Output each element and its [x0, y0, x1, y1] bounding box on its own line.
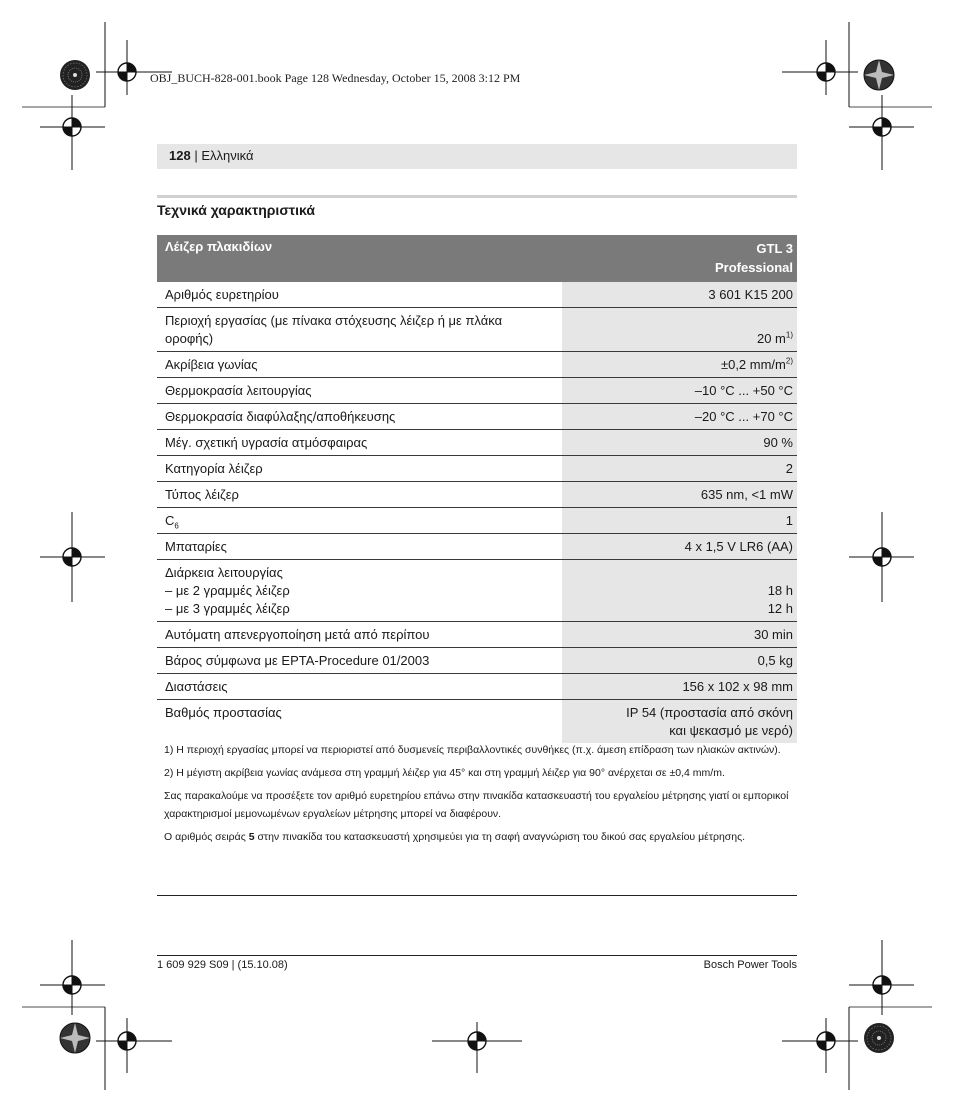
note-ref-number: 5: [248, 831, 255, 843]
label-line: Διάρκεια λειτουργίας: [165, 565, 283, 580]
row-label: Βαθμός προστασίας: [165, 705, 282, 720]
row-value: 90 %: [562, 430, 797, 456]
row-value: 0,5 kg: [562, 648, 797, 674]
row-label: Αυτόματη απενεργοποίηση μετά από περίπου: [157, 622, 562, 648]
row-value: [562, 352, 797, 378]
footnotes: [157, 741, 797, 851]
section-rule: [157, 195, 797, 198]
header-language: Ελληνικά: [201, 148, 254, 163]
note-serial-number: [164, 828, 797, 846]
table-row: [157, 534, 797, 560]
value-line: 12 h: [767, 601, 793, 616]
model-line: Professional: [714, 260, 793, 275]
row-label: Θερμοκρασία διαφύλαξης/αποθήκευσης: [157, 404, 562, 430]
row-value: 3 601 K15 200: [562, 282, 797, 308]
row-label: Διαστάσεις: [157, 674, 562, 700]
footer-brand: Bosch Power Tools: [703, 959, 797, 971]
row-label: Κατηγορία λέιζερ: [157, 456, 562, 482]
value-line: και ψεκασμό με νερό): [669, 723, 793, 738]
notes-rule: [157, 895, 797, 896]
label-line: – με 2 γραμμές λέιζερ: [165, 583, 290, 598]
row-value: [562, 308, 797, 352]
footnote-2: 2) Η μέγιστη ακρίβεια γωνίας ανάμεσα στη γραμμή λέιζερ για 45° και στη γραμμή λέιζερ για 90° ανέρχεται σε ±0,4 mm/m.: [164, 767, 725, 779]
table-row: [157, 430, 797, 456]
row-value: 2: [562, 456, 797, 482]
row-value: 156 x 102 x 98 mm: [562, 674, 797, 700]
row-label: Θερμοκρασία λειτουργίας: [157, 378, 562, 404]
row-value: 635 nm, <1 mW: [562, 482, 797, 508]
spec-table: [157, 235, 797, 743]
label-line: – με 3 γραμμές λέιζερ: [165, 601, 290, 616]
row-label: [157, 560, 562, 622]
footnote-ref: 2): [785, 356, 793, 366]
value-text: 20 m: [756, 331, 786, 346]
table-row: [157, 404, 797, 430]
value-text: ±0,2 mm/m: [720, 357, 786, 372]
table-row: [157, 700, 797, 744]
row-label: Περιοχή εργασίας (με πίνακα στόχευσης λέιζερ ή με πλάκα οροφής): [157, 308, 562, 352]
row-label: Τύπος λέιζερ: [157, 482, 562, 508]
table-row: [157, 352, 797, 378]
table-row: [157, 622, 797, 648]
note-text: στην πινακίδα του κατασκευαστή χρησιμεύει για τη σαφή αναγνώριση του δικού σας εργαλείου μέτρησης.: [254, 831, 746, 843]
row-label: Μπαταρίες: [157, 534, 562, 560]
model-name: GTL 3: [756, 241, 793, 256]
row-value: –10 °C ... +50 °C: [562, 378, 797, 404]
row-value: 30 min: [562, 622, 797, 648]
table-row: [157, 674, 797, 700]
label-subscript: 6: [174, 521, 179, 531]
row-value: –20 °C ... +70 °C: [562, 404, 797, 430]
table-header-left: Λέιζερ πλακιδίων: [157, 235, 562, 282]
footnote-1: 1) Η περιοχή εργασίας μπορεί να περιοριστεί από δυσμενείς περιβαλλοντικές συνθήκες (π.χ. άμεση επίδραση των ηλιακών ακτινών).: [164, 744, 781, 756]
print-slug: OBJ_BUCH-828-001.book Page 128 Wednesday, October 15, 2008 3:12 PM: [150, 71, 521, 85]
value-line: IP 54 (προστασία από σκόνη: [626, 705, 793, 720]
value-line: 18 h: [767, 583, 793, 598]
row-value: [562, 560, 797, 622]
row-label: Βάρος σύμφωνα με EPTA-Procedure 01/2003: [157, 648, 562, 674]
row-label: Μέγ. σχετική υγρασία ατμόσφαιρας: [157, 430, 562, 456]
table-row: [157, 378, 797, 404]
footer-doc-number: 1 609 929 S09 | (15.10.08): [157, 959, 288, 971]
row-value: [562, 700, 797, 744]
row-value: 1: [562, 508, 797, 534]
table-row: [157, 560, 797, 622]
row-label: Ακρίβεια γωνίας: [157, 352, 562, 378]
page-header-text: [169, 148, 253, 163]
table-row: [157, 308, 797, 352]
table-row: [157, 482, 797, 508]
row-label: Αριθμός ευρετηρίου: [157, 282, 562, 308]
footnote-ref: 1): [785, 330, 793, 340]
section-title: Τεχνικά χαρακτηριστικά: [157, 202, 315, 218]
row-label: [157, 508, 562, 534]
page-number: 128: [169, 148, 191, 163]
table-row: [157, 648, 797, 674]
note-text: Ο αριθμός σειράς: [164, 831, 249, 843]
footer-rule: [157, 955, 797, 956]
page-header: [157, 144, 797, 169]
header-separator: |: [190, 148, 202, 163]
table-header-right: [562, 235, 797, 282]
table-row: [157, 282, 797, 308]
table-row: [157, 456, 797, 482]
row-value: 4 x 1,5 V LR6 (AA): [562, 534, 797, 560]
table-header-row: [157, 235, 797, 282]
note-article-number: Σας παρακαλούμε να προσέξετε τον αριθμό ευρετηρίου επάνω στην πινακίδα κατασκευαστή του εργαλείου μέτρησης γιατί οι εμπορικοί χαρακτηρισμοί μεμονωμένων εργαλείων μέτρησης μπορεί να διαφέρουν.: [164, 790, 789, 820]
table-row: [157, 508, 797, 534]
label-text: C: [165, 513, 175, 528]
